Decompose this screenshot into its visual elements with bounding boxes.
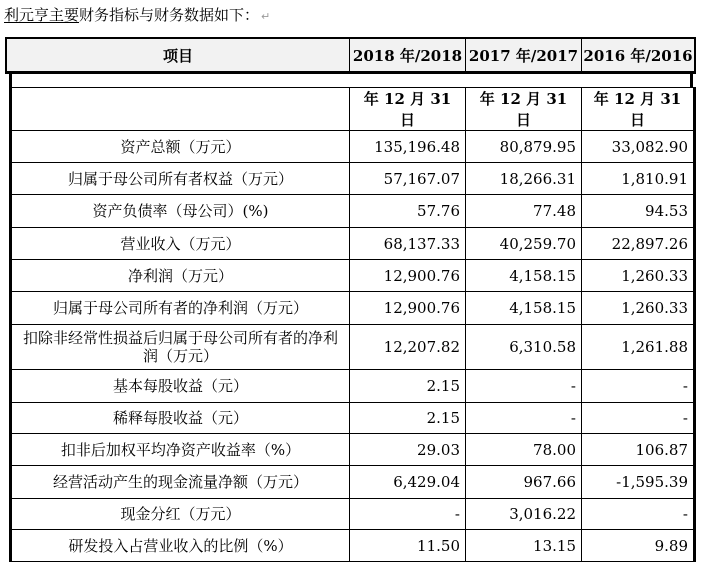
value-2016: 33,082.90 [582, 131, 695, 163]
value-2016: 106.87 [582, 434, 695, 466]
value-2018: 2.15 [350, 403, 466, 434]
value-2016: 1,260.33 [582, 260, 695, 292]
table-right-edge [690, 74, 693, 87]
table-left-edge [9, 74, 12, 87]
row-label: 经营活动产生的现金流量净额（万元） [11, 466, 350, 499]
value-2017: 78.00 [466, 434, 582, 466]
date-row-blank [11, 88, 350, 131]
value-2018: - [350, 499, 466, 530]
value-2017: - [466, 403, 582, 434]
value-2016: 1,810.91 [582, 163, 695, 195]
row-label: 资产总额（万元） [11, 131, 350, 163]
row-label: 净利润（万元） [11, 260, 350, 292]
value-2017: 80,879.95 [466, 131, 582, 163]
row-label: 归属于母公司所有者的净利润（万元） [11, 292, 350, 325]
header-2016: 2016 年/2016 [583, 46, 693, 65]
value-2018: 11.50 [350, 530, 466, 562]
table-row [11, 292, 695, 325]
value-2017: 77.48 [466, 195, 582, 228]
row-label: 现金分红（万元） [11, 499, 350, 530]
value-2018: 57,167.07 [350, 163, 466, 195]
table-row [11, 325, 695, 370]
table-row [11, 530, 695, 562]
value-2018: 135,196.48 [350, 131, 466, 163]
table-row [11, 131, 695, 163]
value-2018: 6,429.04 [350, 466, 466, 499]
table-row [11, 434, 695, 466]
value-2016: - [582, 370, 695, 403]
value-2018: 12,207.82 [350, 325, 466, 370]
paragraph-mark-icon: ↵ [261, 10, 271, 23]
value-2018: 29.03 [350, 434, 466, 466]
value-2018: 12,900.76 [350, 260, 466, 292]
header-item: 项目 [7, 39, 350, 71]
value-2018: 12,900.76 [350, 292, 466, 325]
company-name-highlight: 利元亨主要 [4, 6, 80, 24]
value-2017: 18,266.31 [466, 163, 582, 195]
value-2016: 22,897.26 [582, 228, 695, 260]
table-row [11, 403, 695, 434]
row-label: 归属于母公司所有者权益（万元） [11, 163, 350, 195]
header-2018: 2018 年/2018 [350, 39, 466, 71]
value-2016: 9.89 [582, 530, 695, 562]
intro-rest: 财务指标与财务数据如下： [79, 6, 260, 24]
value-2017: 6,310.58 [466, 325, 582, 370]
header-2017: 2017 年/2017 [466, 39, 582, 71]
table-row [11, 228, 695, 260]
value-2016: - [582, 499, 695, 530]
table-row [11, 260, 695, 292]
table-header [5, 37, 696, 74]
value-2017: 4,158.15 [466, 292, 582, 325]
value-2016: 1,261.88 [582, 325, 695, 370]
financial-table [9, 87, 696, 562]
row-label: 研发投入占营业收入的比例（%） [11, 530, 350, 562]
table-row [11, 195, 695, 228]
value-2018: 68,137.33 [350, 228, 466, 260]
value-2017: 4,158.15 [466, 260, 582, 292]
row-label: 基本每股收益（元） [11, 370, 350, 403]
value-2017: 967.66 [466, 466, 582, 499]
row-label: 稀释每股收益（元） [11, 403, 350, 434]
value-2016: 94.53 [582, 195, 695, 228]
value-2016: 1,260.33 [582, 292, 695, 325]
table-row [11, 466, 695, 499]
value-2018: 57.76 [350, 195, 466, 228]
table-row [11, 370, 695, 403]
row-label: 扣非后加权平均净资产收益率（%） [11, 434, 350, 466]
row-label: 资产负债率（母公司）(%) [11, 195, 350, 228]
row-label: 扣除非经常性损益后归属于母公司所有者的净利润（万元） [11, 325, 350, 370]
date-row [11, 88, 695, 131]
date-2016: 年 12 月 31 日 [582, 88, 695, 131]
value-2018: 2.15 [350, 370, 466, 403]
table-row [11, 499, 695, 530]
value-2017: 13.15 [466, 530, 582, 562]
date-2018: 年 12 月 31 日 [350, 88, 466, 131]
value-2016: - [582, 403, 695, 434]
value-2016: -1,595.39 [582, 466, 695, 499]
table-row [11, 163, 695, 195]
row-label: 营业收入（万元） [11, 228, 350, 260]
value-2017: 40,259.70 [466, 228, 582, 260]
value-2017: - [466, 370, 582, 403]
value-2017: 3,016.22 [466, 499, 582, 530]
date-2017: 年 12 月 31 日 [466, 88, 582, 131]
intro-text [4, 4, 270, 25]
